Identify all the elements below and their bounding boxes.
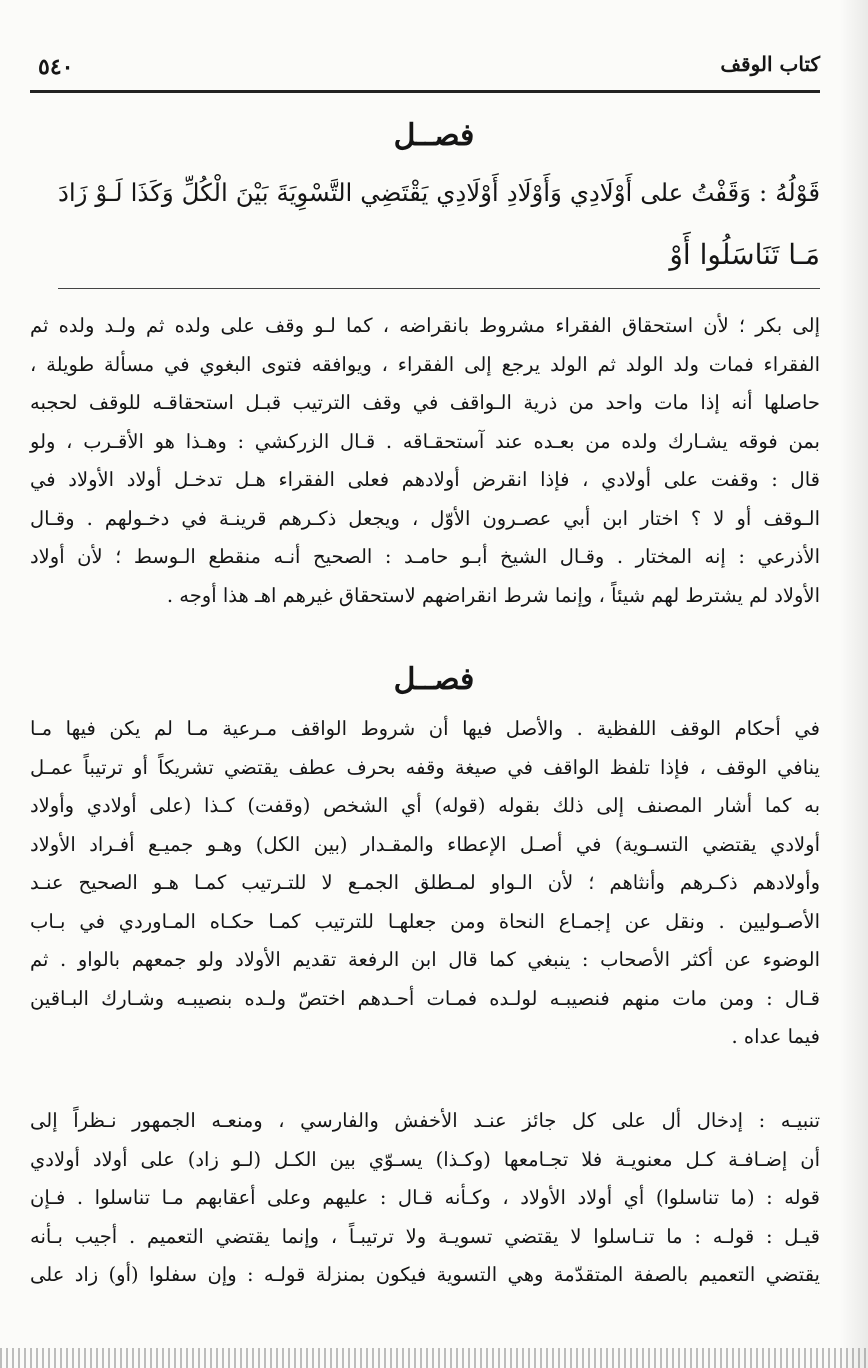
text-line: حاصلها أنه إذا مات واحد من ذرية الـواقف في وقف الترتيب قبـل استحقاقـه للوقف لحجبه	[30, 391, 820, 414]
section-heading: فصــل	[393, 118, 475, 153]
text-line: قال : وقفت على أولادي ، فإذا انقرض أولادهم فعلى الفقراء هـل تدخـل أولاد الأولاد في	[30, 468, 820, 491]
commentary-paragraph-1	[30, 307, 820, 615]
page-number: ٥٤٠	[38, 54, 74, 80]
text-line: أولادي يقتضي التسـوية) في أصـل الإعطاء والمقـدار (بين الكل) وهـو جميـع أفـراد الأولاد	[30, 832, 820, 856]
text-line: إلى بكر ؛ لأن استحقاق الفقراء مشروط بانقراضه ، كما لـو وقف على ولده ثم ولـد ولده ثم	[30, 314, 820, 337]
text-line: قيـل : قولـه : ما تنـاسلوا لا يقتضي تسويـة ولا ترتيبـاً ، وإنما يقتضي التعميم . أجيب بـأنه	[30, 1224, 820, 1248]
matn-line: مَـا تَنَاسَلُوا أَوْ	[669, 238, 820, 271]
text-line: الأذرعي : إنه المختار . وقـال الشيخ أبـو حامـد : الصحيح أنـه منقطع الـوسط ؛ لأن أولاد	[30, 545, 820, 568]
matn-text	[58, 162, 820, 286]
book-title: كتاب الوقف	[720, 52, 820, 76]
text-line: أن إضـافـة كـل معنويـة فلا تجـامعها (وكـذا) يسـوّي بين الكـل (لـو زاد) على أولاد أولادي	[30, 1147, 820, 1171]
text-line: الـوقف أو لا ؟ اختار ابن أبي عصـرون الأوّل ، ويجعل ذكـرهم قرينـة في دخـولهم . وقـال	[30, 506, 820, 530]
text-line: الأولاد لم يشترط لهم شيئاً ، وإنما شرط انقراضهم لاستحقاق غيرهم اهـ هذا أوجه .	[166, 583, 820, 607]
page-header	[30, 46, 820, 93]
text-line: قـال : ومن مات منهم فنصيبـه لولـده فمـات أحـدهم اختصّ ولـده بنصيبـه وشـارك البـاقين	[30, 986, 820, 1010]
text-line: الوضوء عن أكثر الأصحاب : ينبغي كما قال ابن الرفعة تقديم الأولاد ولو جمعهم بالواو . ثم	[30, 948, 820, 971]
decorative-border	[0, 1348, 868, 1368]
page-edge-shadow	[840, 0, 868, 1368]
text-line: ينافي الوقف ، فإذا تلفظ الواقف في صيغة وقفه بحرف عطف يقتضي تشريكاً أو ترتيباً عمـل	[30, 755, 820, 779]
text-line: به كما أشار المصنف إلى ذلك بقوله (قوله) أي الشخص (وقفت) كـذا (على أولادي وأولاد	[30, 794, 820, 817]
commentary-paragraph-2	[30, 710, 820, 1057]
text-line: بمن فوقه يشـارك ولده من بعـده عند آستحقـاقه . قـال الزركشي : وهـذا هو الأقـرب ، ولو	[30, 429, 820, 453]
text-line: في أحكام الوقف اللفظية . والأصل فيها أن شروط الواقف مـرعية مـا لم يكن فيها مـا	[30, 717, 820, 740]
text-line: وأولادهم ذكـرهم وأنثاهم ؛ لأن الـواو لمـطلق الجمـع لا للتـرتيب كمـا هـو الصحيح عنـد	[30, 871, 820, 894]
text-line: تنبيـه : إدخال أل على كل جائز عنـد الأخفش والفارسي ، ومنعـه الجمهور نـظراً إلى	[30, 1109, 820, 1132]
text-line: الأصـوليين . ونقل عن إجمـاع النحاة ومن جعلهـا للترتيب كمـا حكـاه المـاوردي في بـاب	[30, 909, 820, 933]
text-line: قوله : (ما تناسلوا) أي أولاد الأولاد ، وكـأنه قـال : عليهم وعلى أعقابهم مـا تناسلوا . فـإن	[30, 1186, 820, 1209]
text-line: يقتضي التعميم بالصفة المتقدّمة وهي التسوية فيكون بمنزلة قولـه : وإن سفلوا (أو) زاد على	[30, 1263, 820, 1286]
text-line: الفقراء فمات ولد الولد ثم الولد يرجع إلى الفقراء ، ويوافقه فتوى البغوي في مسألة طويلة ،	[30, 352, 820, 376]
matn-divider	[58, 288, 820, 289]
matn-line: قَوْلُهُ : وَقَفْتُ على أَوْلَادِي وَأَوْلَادِ أَوْلَادِي يَقْتَضِي التَّسْوِيَةَ بَيْنَ الْكُلِّ وَكَذَا لَـوْ زَادَ	[58, 178, 820, 207]
text-line: فيما عداه .	[731, 1025, 820, 1048]
section-heading: فصــل	[393, 662, 475, 697]
tanbih-paragraph	[30, 1102, 820, 1295]
